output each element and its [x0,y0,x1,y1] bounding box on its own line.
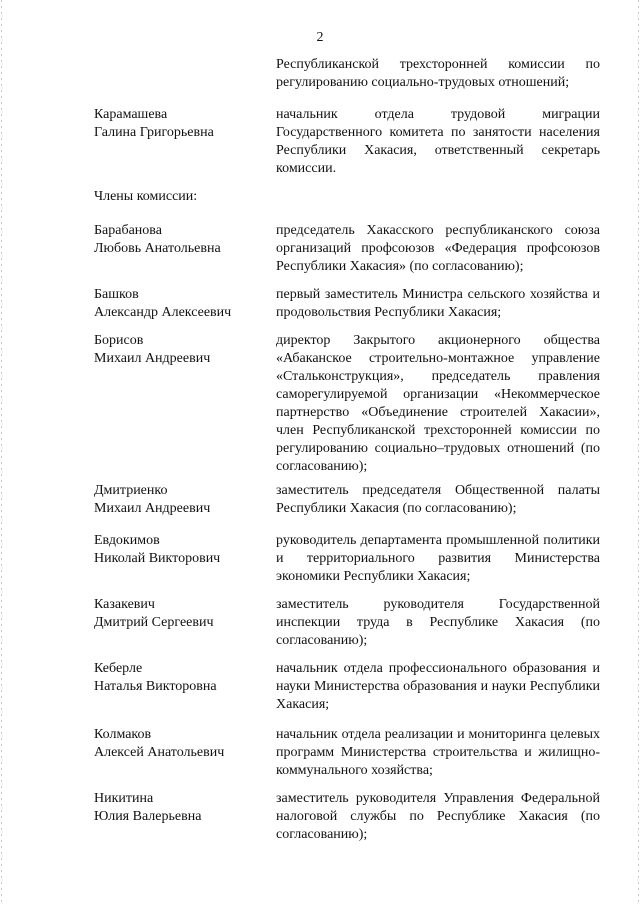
member-role: начальник отдела реализации и мониторинга целевых программ Министерства строительства и жилищно-коммунального хозяйства; [276,727,600,778]
member-given-name: Наталья Викторовна [94,679,217,694]
member-role: начальник отдела профессионального образования и науки Министерства образования и науки Республики Хакасия; [276,661,600,712]
member-given-name: Николай Викторович [94,551,221,566]
secretary-role: начальник отдела трудовой миграции Государственного комитета по занятости населения Республики Хакасия, ответственный секретарь комиссии. [276,107,600,176]
member-surname: Казакевич [94,597,155,612]
member-role: заместитель председателя Общественной палаты Республики Хакасия (по согласованию); [276,483,600,516]
member-name [94,726,274,762]
member-role: заместитель руководителя Государственной инспекции труда в Республике Хакасия (по согласованию); [276,597,600,648]
member-role: заместитель руководителя Управления Федеральной налоговой службы по Республике Хакасия (по согласованию); [276,791,600,842]
member-name [94,532,274,568]
member-surname: Дмитриенко [94,483,168,498]
member-surname: Барабанова [94,223,162,238]
member-given-name: Александр Алексеевич [94,305,232,320]
secretary-name [94,106,274,142]
member-given-name: Алексей Анатольевич [94,745,225,760]
member-role: директор Закрытого акционерного общества «Абаканское строительно-монтажное управление «Стальконструкция», председатель правления саморегулируемой организации «Некоммерческое партнерство «Объединение строителей Хакасии», член Республиканской трехсторонней комиссии по регулированию социально–трудовых отношений (по согласованию); [276,333,600,474]
member-surname: Кеберле [94,661,143,676]
member-role: руководитель департамента промышленной политики и территориального развития Министерства экономики Республики Хакасия; [276,533,600,584]
member-name [94,790,274,826]
member-given-name: Михаил Андреевич [94,351,211,366]
secretary-surname: Карамашева [94,107,168,122]
member-name [94,222,274,258]
member-name [94,596,274,632]
secretary-given-name: Галина Григорьевна [94,125,214,140]
member-surname: Евдокимов [94,533,160,548]
members-heading: Члены комиссии: [94,189,198,204]
member-surname: Борисов [94,333,144,348]
member-role: первый заместитель Министра сельского хозяйства и продовольствия Республики Хакасия; [276,287,600,320]
member-name [94,286,274,322]
page-edge-right [638,0,639,905]
page-edge-left [1,0,2,905]
member-given-name: Юлия Валерьевна [94,809,202,824]
member-surname: Никитина [94,791,154,806]
header-continuation-text: Республиканской трехсторонней комиссии по регулированию социально-трудовых отношений; [276,57,600,90]
member-name [94,660,274,696]
page-number: 2 [316,30,324,45]
member-role: председатель Хакасского республиканского союза организаций профсоюзов «Федерация профсоюзов Республики Хакасия» (по согласованию); [276,223,600,274]
member-surname: Башков [94,287,139,302]
member-given-name: Любовь Анатольевна [94,241,221,256]
member-name [94,482,274,518]
member-given-name: Дмитрий Сергеевич [94,615,214,630]
member-name [94,332,274,368]
member-surname: Колмаков [94,727,152,742]
member-given-name: Михаил Андреевич [94,501,211,516]
